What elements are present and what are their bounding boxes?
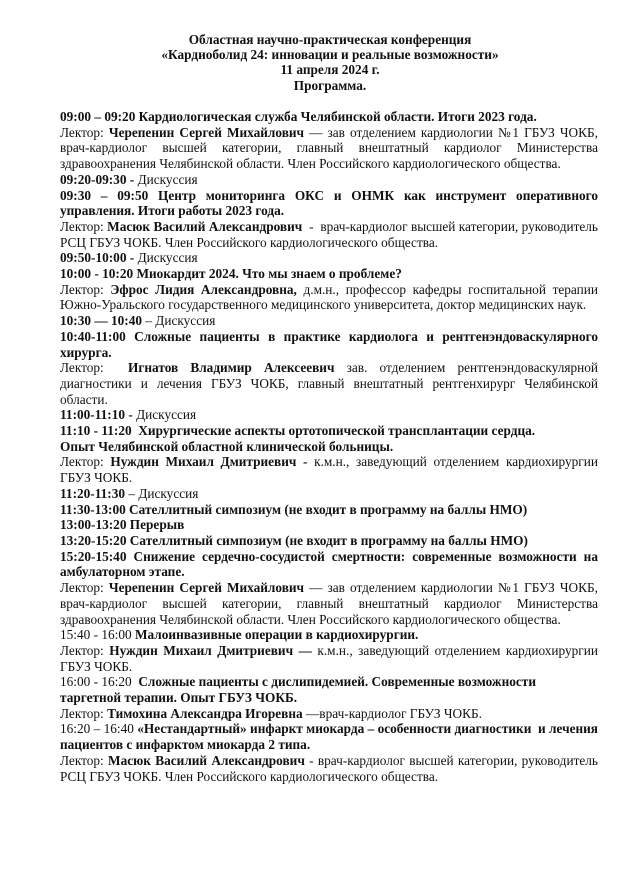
- program-item-bold-text: 10:00 - 10:20 Миокардит 2024. Что мы знаем о проблеме?: [60, 266, 402, 282]
- program-item-text: —врач-кардиолог ГБУЗ ЧОКБ.: [302, 705, 482, 721]
- program-item: [60, 533, 598, 549]
- program-item-bold-text: Масюк Василий Александрович: [108, 752, 305, 768]
- program-item-text: — зав отделением кардиологии №1 ГБУЗ ЧОКБ, врач-кардиолог высшей категории, главный внештатный кардиолог Министерства здравоохранения Челябинской области. Член Российского кардиологического общества.: [60, 124, 602, 172]
- program-item-bold-text: 09:20-09:30 -: [60, 171, 138, 187]
- conference-type: Областная научно-практическая конференция: [188, 32, 472, 47]
- program-item-text: д.м.н., профессор кафедры госпитальной терапии Южно-Уральского государственного медицинского университета, доктор медицинских наук.: [60, 281, 602, 313]
- program-item-bold-text: таргетной терапии. Опыт ГБУЗ ЧОКБ.: [60, 690, 298, 706]
- program-item-text: 16:00 - 16:20: [60, 674, 139, 690]
- program-item-bold-text: Сложные пациенты с дислипидемией. Современные возможности: [138, 674, 536, 690]
- program-item-text: - врач-кардиолог высшей категории, руководитель РСЦ ГБУЗ ЧОКБ. Член Российского кардиологического общества.: [60, 218, 602, 250]
- program-item-text: - врач-кардиолог высшей категории, руководитель РСЦ ГБУЗ ЧОКБ. Член Российского кардиологического общества.: [60, 752, 602, 784]
- program-item-bold-text: Черепенин Сергей Михайлович: [108, 124, 305, 140]
- program-item: [60, 109, 598, 125]
- program-item-bold-text: 11:30-13:00 Сателлитный симпозиум (не входит в программу на баллы НМО): [60, 501, 528, 517]
- program-item-bold-text: Черепенин Сергей Михайлович: [108, 580, 305, 596]
- program-item-bold-text: Нуждин Михаил Дмитриевич -: [110, 454, 315, 470]
- program-item: [60, 454, 602, 486]
- program-item-text: Лектор:: [60, 705, 108, 721]
- program-item-bold-text: Малоинвазивные операции в кардиохирургии.: [134, 627, 419, 643]
- program-item: [60, 642, 602, 674]
- program-item-text: к.м.н., заведующий отделением кардиохирургии ГБУЗ ЧОКБ.: [60, 454, 602, 486]
- program-item-text: – Дискуссия: [142, 313, 216, 329]
- program-item-text: зав. отделением рентгенэндоваскулярной диагностики и лечения ГБУЗ ЧОКБ, главный внештатный рентгенхирург Челябинской области.: [60, 360, 602, 407]
- program-item: [60, 187, 602, 219]
- program-item-bold-text: 13:20-15:20 Сателлитный симпозиум (не входит в программу на баллы НМО): [60, 532, 528, 548]
- program-item-text: Лектор:: [60, 642, 110, 658]
- program-item-text: к.м.н., заведующий отделением кардиохирургии ГБУЗ ЧОКБ.: [60, 642, 602, 674]
- program-list: [60, 109, 602, 784]
- program-item: [60, 423, 598, 439]
- program-item: [60, 439, 598, 455]
- conference-date: 11 апреля 2024 г.: [280, 62, 380, 78]
- program-item: [60, 124, 602, 172]
- program-item: [60, 674, 598, 690]
- program-item: [60, 360, 602, 407]
- program-item: [60, 266, 598, 282]
- program-item-text: Дискуссия: [137, 250, 198, 266]
- program-item-bold-text: Нуждин Михаил Дмитриевич —: [109, 642, 312, 658]
- program-item-text: Дискуссия: [136, 407, 197, 423]
- program-heading: Программа.: [293, 77, 367, 93]
- program-item: [60, 752, 602, 784]
- program-item-bold-text: 10:40-11:00 Сложные пациенты в практике кардиолога и рентгенэндоваскулярного хирурга.: [60, 328, 602, 360]
- program-item: [60, 250, 598, 266]
- program-item-text: Лектор:: [60, 360, 129, 376]
- program-item: [60, 706, 598, 722]
- program-item-bold-text: 11:20-11:30: [60, 485, 126, 501]
- program-item: [60, 690, 598, 706]
- program-item-bold-text: «Нестандартный» инфаркт миокарда – особенности диагностики и лечения пациентов с инфарктом миокарда 2 типа.: [60, 721, 602, 753]
- program-item: [60, 502, 598, 518]
- program-item-bold-text: 11:10 - 11:20 Хирургические аспекты ортотопической трансплантации сердца.: [60, 423, 536, 439]
- program-item-bold-text: 15:20-15:40 Снижение сердечно-сосудистой смертности: современные возможности на амбулаторном этапе.: [60, 548, 602, 580]
- program-item-text: Лектор:: [60, 752, 109, 768]
- program-item: [60, 627, 598, 643]
- program-item-bold-text: 09:00 – 09:20 Кардиологическая служба Челябинской области. Итоги 2023 года.: [60, 109, 537, 124]
- program-item-bold-text: 11:00-11:10 -: [60, 407, 137, 423]
- program-item-text: 16:20 – 16:40: [60, 721, 138, 737]
- program-item-bold-text: 09:50-10:00 -: [60, 250, 138, 266]
- program-item-bold-text: 10:30 — 10:40: [60, 313, 142, 329]
- conference-title: «Кардиоболид 24: инновации и реальные возможности»: [161, 47, 499, 63]
- program-item: [60, 407, 598, 423]
- program-item: [60, 328, 602, 360]
- program-item-text: – Дискуссия: [125, 485, 199, 501]
- program-item-text: — зав отделением кардиологии №1 ГБУЗ ЧОКБ, врач-кардиолог высшей категории, главный внештатный кардиолог Министерства здравоохранения Челябинской области. Член Российского кардиологического общества.: [60, 580, 602, 627]
- program-item: [60, 172, 598, 188]
- program-item-text: 15:40 - 16:00: [60, 627, 135, 643]
- program-item-bold-text: Масюк Василий Александрович: [107, 218, 303, 234]
- program-item: [60, 281, 602, 313]
- program-item-text: Лектор:: [60, 124, 109, 140]
- program-item: [60, 580, 602, 627]
- program-item-text: Дискуссия: [137, 171, 198, 187]
- program-item: [60, 548, 602, 580]
- program-item: [60, 313, 598, 329]
- program-item: [60, 218, 602, 250]
- document-header: [60, 32, 600, 93]
- program-item-text: Лектор:: [60, 281, 111, 297]
- program-item-bold-text: Опыт Челябинской областной клинической больницы.: [60, 438, 394, 454]
- program-item-bold-text: 09:30 – 09:50 Центр мониторинга ОКС и ОНМК как инструмент оперативного управления. Итоги работы 2023 года.: [60, 187, 602, 219]
- program-item-bold-text: Эфрос Лидия Александровна,: [110, 281, 297, 297]
- program-item: [60, 517, 598, 533]
- program-item-bold-text: Тимохина Александра Игоревна: [107, 705, 303, 721]
- program-item-bold-text: Игнатов Владимир Алексеевич: [128, 360, 335, 376]
- program-item-bold-text: 13:00-13:20 Перерыв: [60, 517, 185, 533]
- program-item: [60, 721, 602, 753]
- program-item-text: Лектор:: [60, 580, 109, 596]
- program-item-text: Лектор:: [60, 218, 108, 234]
- program-item-text: Лектор:: [60, 454, 111, 470]
- program-item: [60, 486, 598, 502]
